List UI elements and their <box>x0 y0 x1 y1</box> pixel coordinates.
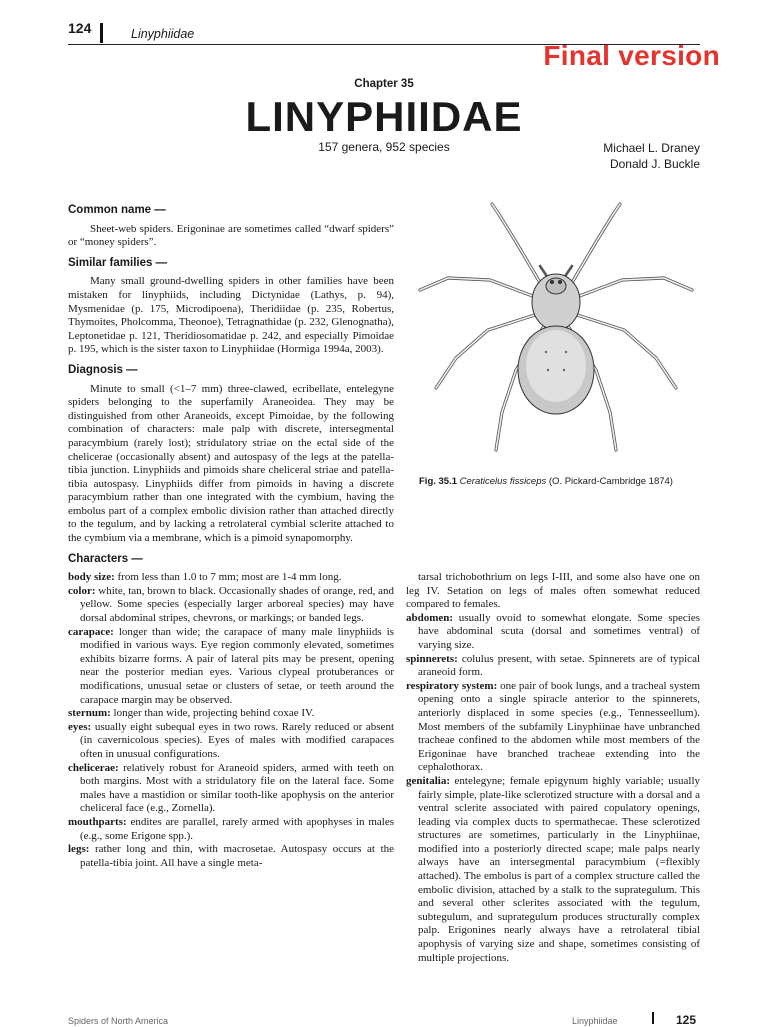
character-term: spinnerets: <box>406 652 458 665</box>
footer-book-title: Spiders of North America <box>68 1016 169 1026</box>
figure-species: Ceraticelus fissiceps <box>459 476 547 487</box>
chapter-subtitle: 157 genera, 952 species <box>318 140 450 154</box>
character-text: endites are parallel, rarely armed with apophyses in males (e.g., some Erigone spp.). <box>80 815 394 842</box>
author-name: Michael L. Draney <box>603 141 700 155</box>
footer-bar <box>652 1012 654 1024</box>
character-item <box>406 775 700 965</box>
character-item <box>68 585 394 626</box>
characters-continuation: tarsal trichobothrium on legs I-III, and some also have one on leg IV. Setation on legs of males often somewhat reduced compared to females. <box>406 571 700 611</box>
character-item <box>68 843 394 870</box>
character-term: sternum: <box>68 707 111 720</box>
diagnosis-text: Minute to small (<1–7 mm) three-clawed, ecribellate, entelegyne spiders belonging to the superfamily Araneoidea. They may be distinguished from other Araneoids, except Pimoidae, by the following combination of characters: male palp with discrete, intersegmental paracymbium (rarely lost); stridulatory striae on the ectal side of the chelicerae (occasionally absent) and autospasy of the legs at the patella-tibia junction. Linyphiids and pimoids share cheliceral striae and patella-tibia autospasy. Linyphiids differ from pimoids in having a discrete paracymbium rather than one integrated with the cymbium, having the embolus part of a complex embolic division rather than attached directly to the tegulum, and by lacking a retrolateral cymbial sclerite attached to the cymbium via a membrane, which is a pimoid synapomorphy. <box>68 382 394 545</box>
characters-heading: Characters — <box>68 552 143 565</box>
character-text: longer than wide, projecting behind coxae IV. <box>113 707 315 720</box>
chapter-label: Chapter 35 <box>354 78 414 90</box>
figure-label: Fig. 35.1 <box>419 476 458 487</box>
footer-family: Linyphiidae <box>572 1016 618 1026</box>
running-head: Linyphiidae <box>131 27 195 41</box>
character-item <box>406 680 700 775</box>
character-text: entelegyne; female epigynum highly variable; usually fairly simple, plate-like sclerotized structure with a dorsal and a ventral sclerite associated with paired copulatory openings, leading via complex ducts to spermathecae. These sclerotized structures are sometimes, particularly in the Linyphiinae, modified into a posteriorly directed scape; male palps nearly always have an intersegmental paracymbium (=flexibly attached). The embolus is part of a complex structure called the embolic division, attached by a stalk to the suprategulum. This and several other sclerites associated with the tegulum, subtegulum, and suprategulum produces structurally complex palp. Erigonines nearly always have a retrolateral tibial apophysis of varying size and shape, sometimes consisting of multiple projections. <box>418 774 701 964</box>
character-item <box>68 721 394 762</box>
chapter-title: LINYPHIIDAE <box>245 93 523 140</box>
common-name-heading: Common name — <box>68 204 166 216</box>
character-text: one pair of book lungs, and a tracheal system opening onto a single spiracle anterior to the spinnerets, anteriorly displaced in some species (e.g., Tennesseellum). Most members of the subfamily Linyphiinae have unbranched tracheae confined to the abdomen while most members of the Erigoninae have branched tracheae extending into the cephalothorax. <box>418 679 700 774</box>
character-text: usually ovoid to somewhat elongate. Some species have abdominal scuta (dorsal and sometimes ventral) of varying size. <box>418 611 700 651</box>
diagnosis-heading: Diagnosis — <box>68 363 138 376</box>
figure-caption <box>419 476 673 487</box>
character-term: mouthparts: <box>68 815 127 828</box>
authors <box>603 140 700 172</box>
character-term: respiratory system: <box>406 679 498 692</box>
footer-page-number: 125 <box>676 1013 697 1027</box>
spider-illustration <box>412 198 700 466</box>
character-term: body size: <box>68 571 115 584</box>
character-term: chelicerae: <box>68 761 119 774</box>
header-bar <box>100 23 103 43</box>
character-item <box>406 612 700 653</box>
character-item <box>68 707 394 721</box>
character-item <box>68 571 394 585</box>
common-name-text: Sheet-web spiders. Erigoninae are sometimes called “dwarf spiders” or “money spiders”. <box>68 222 394 249</box>
page-number: 124 <box>68 20 92 36</box>
character-item <box>68 816 394 843</box>
character-item <box>68 626 394 708</box>
similar-families-heading: Similar families — <box>68 256 168 269</box>
character-item <box>68 762 394 816</box>
character-text: rather long and thin, with macrosetae. Autospasy occurs at the patella-tibia joint. All have a single meta- <box>80 843 395 869</box>
character-term: carapace: <box>68 625 114 638</box>
similar-families-text: Many small ground-dwelling spiders in other families have been mistaken for linyphiids, including Dictynidae (Lathys, p. 94), Mysmenidae (p. 175, Microdipoena), Theridiidae (p. 235, Robertus, Thymoites, Pholcomma, Theonoe), Tetragnathidae (p. 232, Glenognatha), Leptonetidae p. 121, Theridiosomatidae p. 242, and especially Pimoidae p. 195, which is the sister taxon to Linyphiidae (Hormiga 1994a, 2003). <box>68 275 394 356</box>
figure-authority: (O. Pickard-Cambridge 1874) <box>548 476 673 487</box>
character-text: colulus present, with setae. Spinnerets are of typical araneoid form. <box>418 652 701 679</box>
left-column <box>68 204 394 870</box>
character-text: from less than 1.0 to 7 mm; most are 1-4 mm long. <box>117 571 342 584</box>
character-text: longer than wide; the carapace of many male linyphiids is modified in various ways. Eye region commonly elevated, sometimes exhibits bizarre forms. A pair of lateral pits may be present, opening near the posterior median eyes. Various clypeal protuberances or modifications, unusual setae or clusters of setae, or teeth around the carapace margin may be observed. <box>80 625 395 706</box>
character-term: abdomen: <box>406 611 454 624</box>
character-term: genitalia: <box>406 774 450 787</box>
character-term: legs: <box>68 843 90 856</box>
character-term: color: <box>68 584 96 597</box>
character-term: eyes: <box>68 720 92 733</box>
character-text: usually eight subequal eyes in two rows. Rarely reduced or absent (in cavernicolous species). Eyes of males with modified carapaces often in unusual configurations. <box>80 720 395 760</box>
character-text: white, tan, brown to black. Occasionally shades of orange, red, and yellow. Some species (especially larger arboreal species) may have dorsal abdominal stripes, chevrons, or markings; or banded legs. <box>80 584 395 625</box>
author-name: Donald J. Buckle <box>609 157 700 171</box>
character-text: relatively robust for Araneoid spiders, armed with teeth on both margins. Most with a stridulatory file on the lateral face. Some males have a mastidion or similar tooth-like apophysis on the anterior cheliceral face (e.g., Zornella). <box>80 761 394 815</box>
character-item <box>406 653 700 680</box>
final-version-stamp: Final version <box>543 40 720 71</box>
right-column <box>406 571 700 965</box>
